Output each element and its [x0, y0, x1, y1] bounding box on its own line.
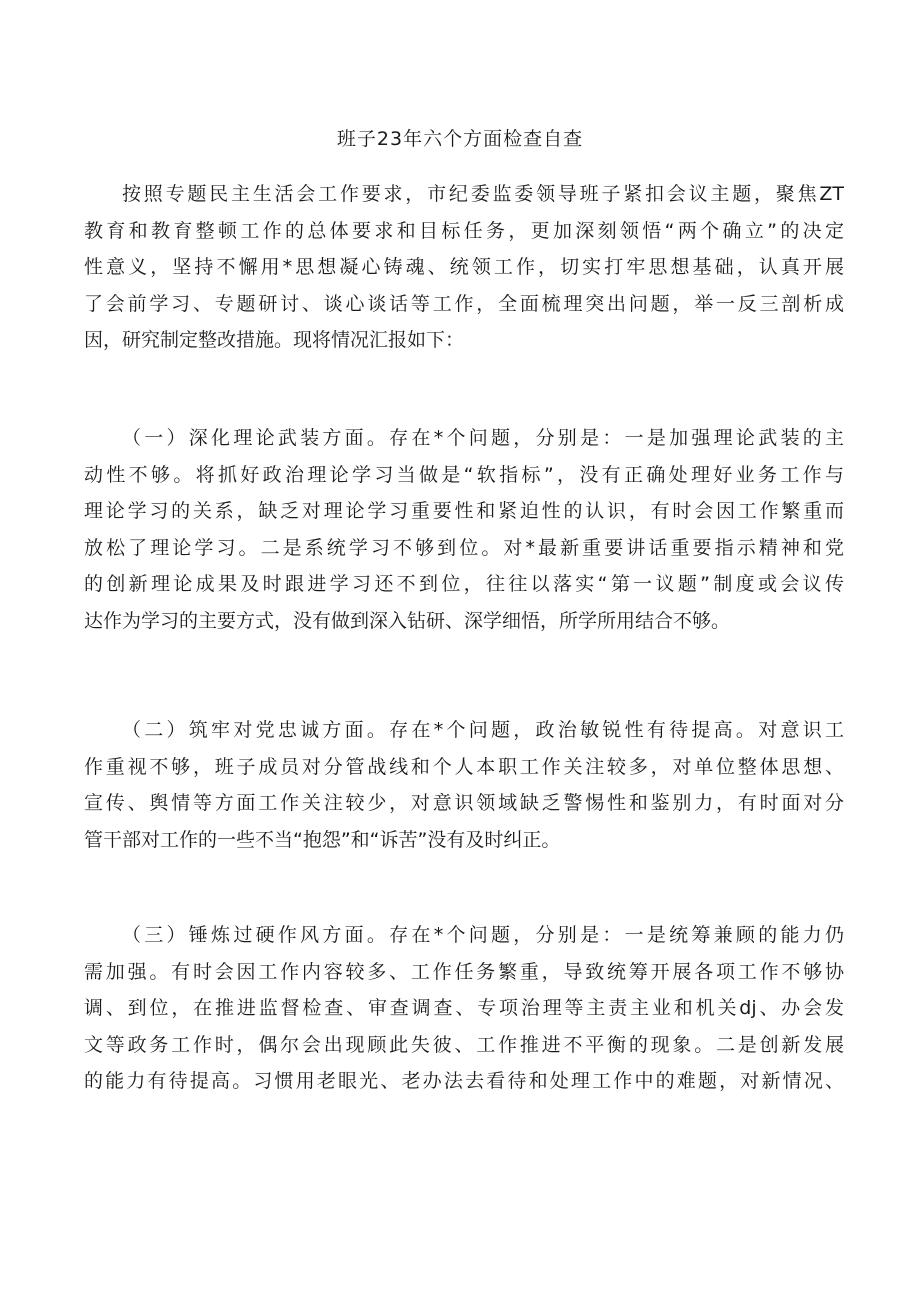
text-line: 理论学习的关系，缺乏对理论学习重要性和紧迫性的认识，有时会因工作繁重而 [84, 500, 844, 523]
text-line: 教育和教育整顿工作的总体要求和目标任务，更加深刻领悟“两个确立”的决定 [84, 219, 844, 242]
paragraph-intro [84, 176, 844, 359]
text-line: 需加强。有时会因工作内容较多、工作任务繁重，导致统筹开展各项工作不够协 [84, 960, 844, 983]
text-line: （三）锤炼过硬作风方面。存在*个问题，分别是：一是统筹兼顾的能力仍 [122, 924, 844, 946]
text-line: 放松了理论学习。二是系统学习不够到位。对*最新重要讲话重要指示精神和党 [84, 536, 844, 559]
text-line: 的创新理论成果及时跟进学习还不到位，往往以落实“第一议题”制度或会议传 [84, 573, 844, 596]
text-line: 按照专题民主生活会工作要求，市纪委监委领导班子紧扣会议主题，聚焦ZT [122, 183, 844, 205]
text-line: 了会前学习、专题研讨、谈心谈话等工作，全面梳理突出问题，举一反三剖析成 [84, 292, 844, 315]
text-line: （二）筑牢对党忠诚方面。存在*个问题，政治敏锐性有待提高。对意识工 [122, 719, 844, 741]
text-line: （一）深化理论武装方面。存在*个问题，分别是：一是加强理论武装的主 [122, 427, 844, 449]
paragraph-section-2 [84, 712, 844, 858]
document-title: 班子23年六个方面检查自查 [336, 128, 584, 150]
text-line: 达作为学习的主要方式，没有做到深入钻研、深学细悟，所学所用结合不够。 [84, 609, 731, 632]
text-line: 调、到位，在推进监督检查、审查调查、专项治理等主责主业和机关dj、办会发 [84, 997, 844, 1020]
text-line: 宣传、舆情等方面工作关注较少，对意识领域缺乏警惕性和鉴别力，有时面对分 [84, 792, 844, 815]
paragraph-section-1 [84, 420, 844, 640]
text-line: 管干部对工作的一些不当“抱怨”和“诉苦”没有及时纠正。 [84, 828, 561, 851]
text-line: 作重视不够，班子成员对分管战线和个人本职工作关注较多，对单位整体思想、 [84, 755, 844, 778]
paragraph-section-3 [84, 917, 844, 1100]
text-line: 动性不够。将抓好政治理论学习当做是“软指标”，没有正确处理好业务工作与 [84, 463, 844, 486]
text-line: 因，研究制定整改措施。现将情况汇报如下： [84, 329, 465, 352]
text-line: 的能力有待提高。习惯用老眼光、老办法去看待和处理工作中的难题，对新情况、 [84, 1070, 844, 1093]
text-line: 文等政务工作时，偶尔会出现顾此失彼、工作推进不平衡的现象。二是创新发展 [84, 1033, 844, 1056]
text-line: 性意义，坚持不懈用*思想凝心铸魂、统领工作，切实打牢思想基础，认真开展 [84, 256, 844, 279]
